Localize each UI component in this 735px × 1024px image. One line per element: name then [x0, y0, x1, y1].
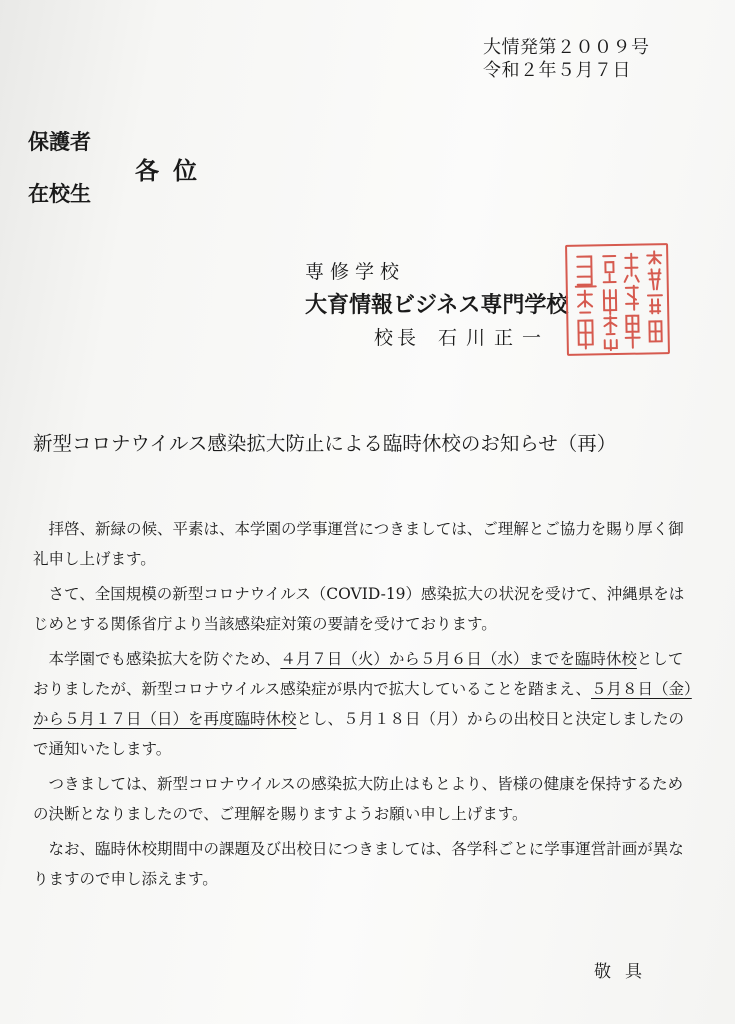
principal-name: 石川正一	[438, 327, 551, 349]
paragraph-note	[33, 834, 693, 894]
second-closure-period: ５月８日（金）から５月１７日（日）を再度臨時休校	[33, 680, 692, 728]
paragraph-request	[33, 769, 693, 829]
document-date: 令和２年５月７日	[483, 60, 631, 81]
paragraph-note-text: なお、臨時休校期間中の課題及び出校日につきましては、各学科ごとに学事運営計画が異なりますので申し添えます。	[33, 840, 684, 888]
paragraph-greeting-text: 拝啓、新緑の候、平素は、本学園の学事運営につきましては、ご理解とご協力を賜り厚く御礼申し上げます。	[33, 520, 684, 568]
addressee-students: 在校生	[28, 182, 91, 206]
notice-body	[33, 514, 693, 899]
closure-text-a: 本学園でも感染拡大を防ぐため、	[48, 650, 281, 668]
addressee-guardians: 保護者	[28, 130, 91, 154]
paragraph-background	[33, 579, 693, 639]
seal-icon	[567, 245, 668, 354]
addressee-suffix: 各位	[135, 157, 211, 185]
paragraph-background-text: さて、全国規模の新型コロナウイルス（COVID-19）感染拡大の状況を受けて、沖縄県をはじめとする関係省庁より当該感染症対策の要請を受けております。	[33, 585, 685, 633]
document-number: 大情発第２００９号	[483, 37, 650, 58]
closure-text-e: とし、５月１８日（月）からの出校日と決定しましたので通知いたします。	[33, 710, 685, 758]
closure-text-c: としておりましたが、新型コロナウイルス感染症が県内で拡大していることを踏まえ、	[33, 650, 684, 698]
paragraph-closure-dates	[33, 644, 693, 764]
principal-title: 校長	[374, 327, 421, 349]
school-type: 専修学校	[305, 261, 406, 283]
paragraph-request-text: つきましては、新型コロナウイルスの感染拡大防止はもとより、皆様の健康を保持するための決断となりましたので、ご理解を賜りますようお願い申し上げます。	[33, 775, 684, 823]
school-seal-stamp	[565, 243, 670, 356]
first-closure-period: ４月７日（火）から５月６日（水）までを臨時休校	[280, 650, 637, 668]
principal-signature	[374, 323, 550, 350]
notice-title: 新型コロナウイルス感染拡大防止による臨時休校のお知らせ（再）	[33, 432, 617, 455]
paragraph-greeting	[33, 514, 693, 574]
closing-remark: 敬具	[594, 962, 656, 982]
school-name: 大育情報ビジネス専門学校	[305, 292, 569, 318]
